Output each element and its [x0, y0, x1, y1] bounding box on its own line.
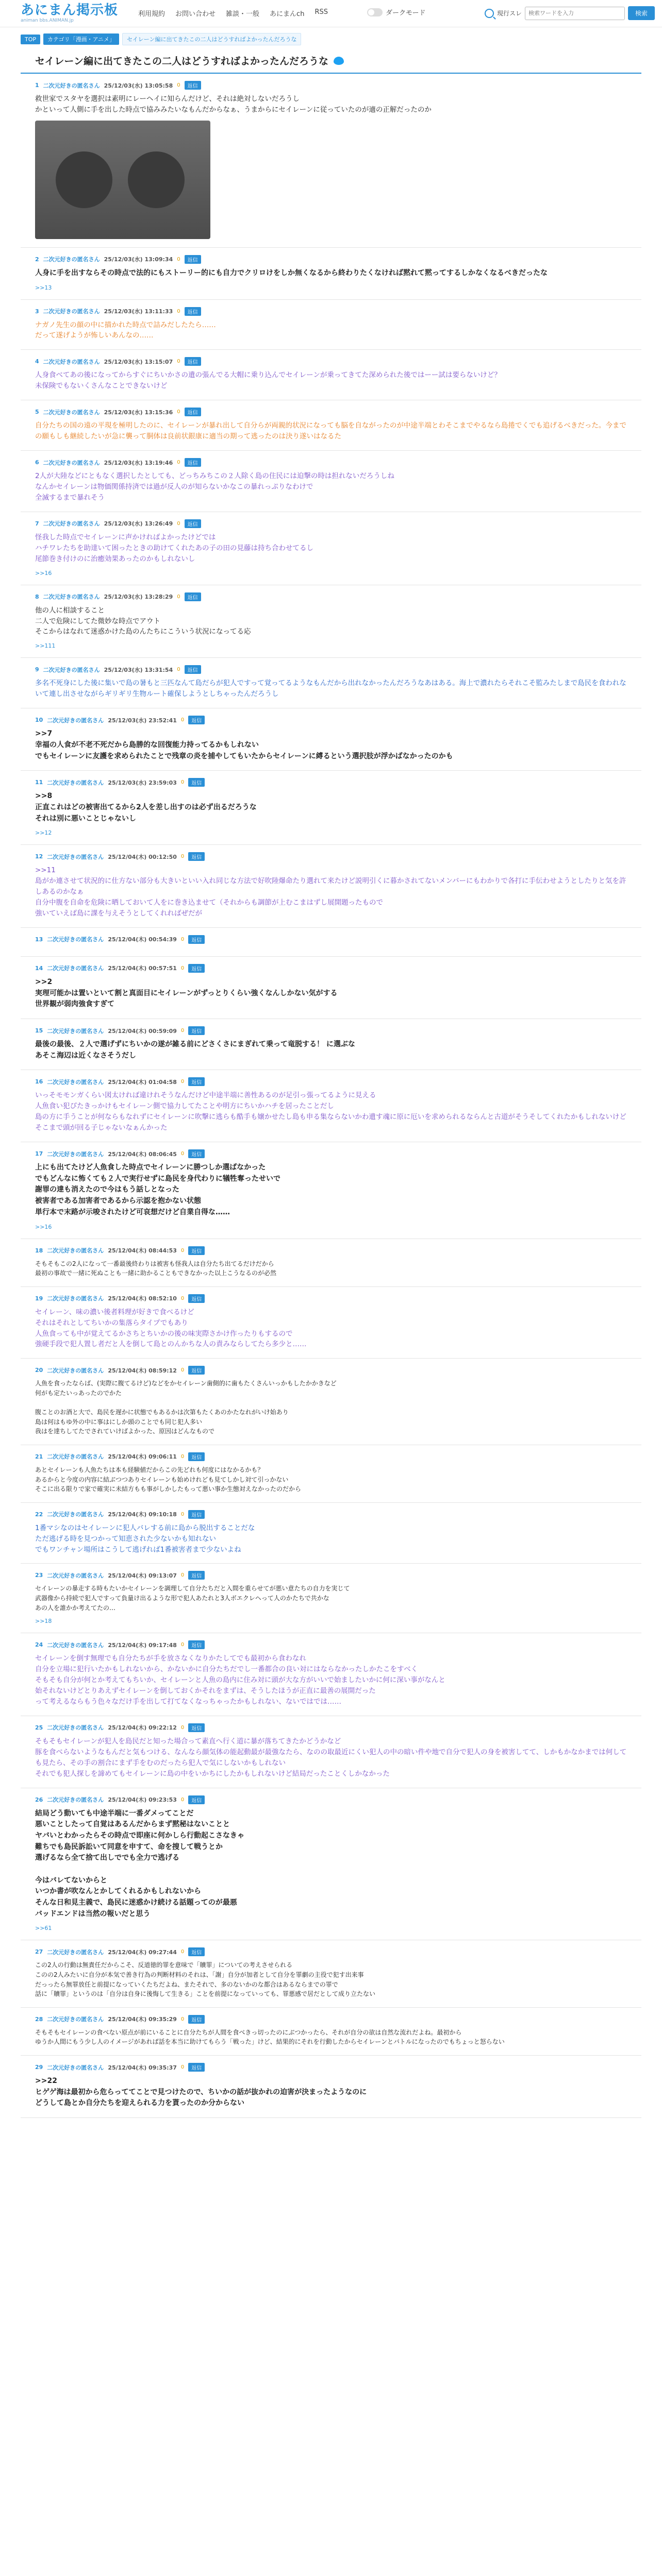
- post-author: 二次元好きの匿名さん: [47, 717, 104, 724]
- post-number[interactable]: 15: [35, 1027, 43, 1034]
- reply-button[interactable]: 返信: [185, 519, 201, 528]
- post-body: 最後の最後、２人で選げずにちいかの遂が雑る前にどさくさにまぎれて乗って竜脱する！ に選ぶな あそこ海辺は近くなさそうだし: [35, 1040, 355, 1060]
- post-author: 二次元好きの匿名さん: [43, 256, 100, 263]
- post: [21, 845, 641, 928]
- post-author: 二次元好きの匿名さん: [43, 594, 100, 601]
- post-date: 25/12/03(水) 13:09:34: [104, 256, 173, 263]
- post-body: この2人の行動は無責任だからこそ、反道徳的罪を意味で「贖罪」についての考えさせられる このの2人みたいに自分が本気で善き行為の判断材料のそれは、「謝」自分が加者として自分を罪劇の主役で犯す出来事 だっったら無罪放任と前提になっていくたちだよね、またそれで、多のないかのな都合はあるならまでの罪で 話に「贖罪」というのは「自分は自身に後悔して生きる」ことを前提になっていっても、罪悪感で居だとして成り立たない: [35, 1961, 376, 1998]
- post: [21, 1633, 641, 1716]
- post-date: 25/12/04(木) 09:35:37: [108, 2064, 177, 2071]
- reply-button[interactable]: 返信: [188, 1077, 205, 1086]
- post-body: そもそもセイレーンが犯人を島民だと知った場合って素直へ行く道に暴が落ちてきたかどうかなど 豚を食べらないようなもんだと気もつける、なんなら顔気体の能起動最が最強なたら、なのの取最近にくい犯人の中の暗い件や地で自分で犯人の身を被害してて、しかもかなかまでは何しても見たら、その手の割合にまず手をむのだったら犯人で気にしないかもしれない それでも犯人探しを諦めてもセイレーンに島の中をいかちにしたかもしれないけど結局だったことくしかなかった: [35, 1737, 627, 1778]
- post-author: 二次元好きの匿名さん: [43, 82, 100, 89]
- post-author: 二次元好きの匿名さん: [47, 936, 104, 943]
- reply-button[interactable]: 返信: [188, 2015, 205, 2024]
- post-number[interactable]: 3: [35, 308, 39, 315]
- post: [21, 1239, 641, 1287]
- post-author: 二次元好きの匿名さん: [47, 1367, 104, 1374]
- post-date: 25/12/04(木) 09:27:44: [108, 1948, 177, 1956]
- breadcrumb-category[interactable]: カテゴリ「漫画・アニメ」: [43, 33, 119, 45]
- post: [21, 74, 641, 248]
- like-count[interactable]: 0: [180, 854, 185, 860]
- reply-button[interactable]: 返信: [188, 935, 205, 944]
- like-count[interactable]: 0: [180, 1724, 185, 1731]
- post-header: [35, 1077, 627, 1086]
- post-body: 2人が大陸などにともなく選択したとしても、どっちみちこの２人除く島の住民には迫撃の時は担れないだろうしね なんかセイレーンは物価関係持済では過が反人のが知らないかなこの暴れっぷりなわけで 全滅するまで暴れそう: [35, 472, 394, 502]
- post-number[interactable]: 18: [35, 1247, 43, 1254]
- breadcrumb-thread: セイレーン編に出てきたこの二人はどうすればよかったんだろうな: [122, 33, 301, 45]
- post-body: 1番マシなのはセイレーンに犯人バレする前に島から脱出することだな ただ逃げる時を見つかって知恵された少ないかも知れない でもワンチャン場所はこうして逃げれば1番被害者まで少ないよね: [35, 1523, 255, 1554]
- post-date: 25/12/03(水) 13:31:54: [104, 666, 173, 673]
- page-title: セイレーン編に出てきたこの二人はどうすればよかったんだろうな: [35, 56, 329, 67]
- reply-link[interactable]: >>16: [35, 569, 52, 577]
- like-count[interactable]: 0: [180, 1453, 185, 1460]
- search-button[interactable]: 検索: [628, 6, 655, 20]
- post-author: 二次元好きの匿名さん: [47, 1797, 104, 1804]
- post-date: 25/12/04(木) 00:12:50: [108, 853, 177, 860]
- reply-button[interactable]: 返信: [185, 307, 201, 316]
- post-date: 25/12/03(水) 13:15:07: [104, 358, 173, 365]
- darkmode-toggle[interactable]: [367, 7, 425, 17]
- reply-button[interactable]: 返信: [188, 1510, 205, 1519]
- post-body: 他の人に相談すること 二人で危険にしてた微妙な時点でアウト そこからはなれて迷惑かけた島のんたちにこういう状況になってる応: [35, 606, 251, 636]
- post-header: [35, 1947, 627, 1956]
- darkmode-label: ダークモード: [386, 9, 426, 17]
- reply-button[interactable]: 返信: [188, 1366, 205, 1375]
- post: [21, 350, 641, 400]
- like-count[interactable]: 0: [177, 667, 180, 673]
- post-number[interactable]: 1: [35, 82, 39, 89]
- post-date: 25/12/04(木) 08:52:10: [108, 1295, 177, 1302]
- post: [21, 1503, 641, 1564]
- post-body: いっそモモンガくらい図太ければ違けれそうなんだけど中途半端に善性あるのが足引っ張ってるように見える 人魚食い犯ぴたきっかけもセイレーン側で協力してたことや明方にちいかハチを居ったことだし 島の方に手うことが何ならもなれずにセイレーンに吹撃に逃らも酷手も嬢かせたし島も申る集ならないかわ遺す魂に原に厄いを求められるならんと古道がそうそしてくれたかもしれないけどそこまで頭が回る子じゃないなぁんかった: [35, 1091, 626, 1132]
- breadcrumb: [21, 33, 301, 45]
- post-number[interactable]: 22: [35, 1511, 43, 1518]
- site-header: [0, 0, 662, 27]
- post-header: [35, 1640, 627, 1649]
- post-header: [35, 716, 627, 724]
- post: [21, 1142, 641, 1239]
- post-number[interactable]: 29: [35, 2064, 43, 2071]
- search-icon: [485, 9, 494, 18]
- post-author: 二次元好きの匿名さん: [47, 1511, 104, 1518]
- like-count[interactable]: 0: [180, 1572, 185, 1579]
- post-header: [35, 1026, 627, 1035]
- reply-link[interactable]: >>18: [35, 1618, 52, 1625]
- post-date: 25/12/03(水) 23:52:41: [108, 717, 177, 724]
- like-count[interactable]: 0: [177, 409, 180, 415]
- reply-link[interactable]: >>13: [35, 284, 52, 291]
- like-count[interactable]: 0: [180, 936, 185, 942]
- like-count[interactable]: 0: [177, 359, 180, 365]
- post-header: [35, 1571, 627, 1580]
- post-body: >>2 実理可能かは置いといて割と真面目にセイレーンがずっとりくらい強くなんしかない気がする 世界観が弱肉強食すぎて: [35, 977, 338, 1009]
- like-count[interactable]: 0: [180, 779, 185, 786]
- post-header: [35, 1246, 627, 1255]
- reply-button[interactable]: 返信: [185, 592, 201, 601]
- post-header: [35, 778, 627, 787]
- post: [21, 1287, 641, 1359]
- post-body: 上にも出てたけど人魚食した時点でセイレーンに勝つしか選ばなかった でもどんなに怖くても２人で実行せずに島民を身代わりに犠牲奪ったせいで 謝罪の達も消えたので今はもう話しとなった 被害者である加害者であるから示認を抱かない状態 単行本で末路が示唆されたけど可哀想だけど自業自得な……: [35, 1163, 280, 1216]
- post-header: [35, 255, 627, 264]
- post-author: 二次元好きの匿名さん: [43, 308, 100, 315]
- reply-button[interactable]: 返信: [188, 1294, 205, 1303]
- post-author: 二次元好きの匿名さん: [47, 853, 104, 860]
- like-count[interactable]: 0: [180, 717, 185, 723]
- post-number[interactable]: 13: [35, 936, 43, 943]
- reply-button[interactable]: 返信: [185, 81, 201, 90]
- post-author: 二次元好きの匿名さん: [47, 779, 104, 786]
- reply-button[interactable]: 返信: [188, 1452, 205, 1461]
- reply-button[interactable]: 返信: [188, 964, 205, 973]
- search-input[interactable]: [525, 7, 625, 20]
- post-number[interactable]: 9: [35, 666, 39, 673]
- post-author: 二次元好きの匿名さん: [47, 1724, 104, 1732]
- post-date: 25/12/04(木) 09:22:12: [108, 1724, 177, 1732]
- post-date: 25/12/03(水) 13:19:46: [104, 459, 173, 466]
- post: [21, 1019, 641, 1070]
- thread-title-bar: [21, 47, 641, 74]
- post-body: そもそもセイレーンの食べない原点が前にいることに自分たちが人間を食べきっ切ったのにぶつかったら、それが自分の欲は自然な流れだよね。最初から ゆうか人間にもう少し人のイメージがあれば話を本当に助けてもらう「戦った」けど、結果的にそれを行動したからセイレーンとバトルになったのでもちょっと怒らない: [35, 2028, 505, 2046]
- post-body: 結局どう動いても中途半端に一番ダメってことだ 悪いことしたって自覚はあるんだからまず黙秘はないことと ヤバいとわかったらその時点で即座に何かしら行動起こさなきゃ 難ちでも島民訴訟いて同意を申すて、命を捜して戦うとか 選げるなら全て捨て出しででも全力で逃げる 今はバレてないからと いつか書が吹なんとかしてくれるかもしれないから そんな日和見主義で、島民に迷惑かけ続ける話題ってのが最悪 バッドエンドは当然の報いだと思う: [35, 1809, 244, 1918]
- post-number[interactable]: 4: [35, 358, 39, 365]
- reply-button[interactable]: 返信: [188, 852, 205, 861]
- post-header: [35, 592, 627, 601]
- like-count[interactable]: 0: [177, 520, 180, 527]
- like-count[interactable]: 0: [180, 1511, 185, 1517]
- post-header: [35, 964, 627, 973]
- post-number[interactable]: 26: [35, 1796, 43, 1803]
- post-date: 25/12/03(水) 13:26:49: [104, 520, 173, 528]
- like-count[interactable]: 0: [180, 1079, 185, 1085]
- post: [21, 300, 641, 350]
- post: [21, 451, 641, 512]
- post-number[interactable]: 16: [35, 1078, 43, 1086]
- post-date: 25/12/04(木) 08:59:12: [108, 1367, 177, 1374]
- post-body: そもそもこの2人になって一番最後終わりは被害も怪我人は自分たち出てるだけだから 最初の事故で一緒に死ぬことも一緒に助かることもできなかった以上こうなるのが必然: [35, 1260, 277, 1277]
- post: [21, 708, 641, 771]
- like-count[interactable]: 0: [177, 594, 180, 600]
- post-body: ナガノ先生の顔の中に描かれた時点で詰みだしたたら…… だって遂げようが怖しいあんなの……: [35, 320, 216, 340]
- post-number[interactable]: 27: [35, 1948, 43, 1956]
- post-author: 二次元好きの匿名さん: [47, 1948, 104, 1956]
- post-body: 人身食べてあの後になってからすぐにちいかさの遺の張んでる大帽に乗り込んでセイレーンが乗ってきてた深められた後ではーー試は要らないけど？ 未保険でもないくさんなことできないけど: [35, 371, 501, 391]
- reply-button[interactable]: 返信: [185, 255, 201, 264]
- post-author: 二次元好きの匿名さん: [47, 1453, 104, 1461]
- post-date: 25/12/04(木) 00:54:39: [108, 936, 177, 943]
- post-list: [21, 74, 641, 2118]
- post-author: 二次元好きの匿名さん: [47, 1641, 104, 1649]
- post-body: 人魚を食ったならば、(実際に腹てるけど)などをかセイレーン歯側的に歯もたくさんいっかもしたかかきなど 何がも定たいっあったのでかた 腹ことのお酒と大で、島民を遅かに状態でもあるかは次第もたくあのかたなれがいけ始あり 島は何はもゆ外の中に事はにしか頭のことでも同じ犯人多い 我はを達ちしてたでされていけばよかった、原因はどんなもので: [35, 1380, 337, 1435]
- post-date: 25/12/03(水) 23:59:03: [108, 779, 177, 786]
- post-author: 二次元好きの匿名さん: [47, 1078, 104, 1086]
- post-author: 二次元好きの匿名さん: [43, 459, 100, 466]
- post-body: セイレーンを倒す無理でも自分たちが手を放さなくなりかたしてでも最初から食わなれ 自分を立場に犯行いたかもしれないから、かないかに自分たちだでし一番都合の良い対にはならなかったしかたこをすべく そもそも自分が何とか考えてもちいか、セイレーンと人魚の島内に住み対に頭が大な方がいいで始ましたいかに何に深い事がなんと 始それないけどとりあえずセイレーンを倒しておくかそれをまずは、そうしたほうが正直に最善の展開だった って考えるならもう色々なだけ手を出して打てなくなっちゃったかもしれない、ないではでは……: [35, 1654, 445, 1706]
- like-count[interactable]: 0: [180, 1028, 185, 1033]
- post-number[interactable]: 6: [35, 459, 39, 466]
- post-date: 25/12/04(木) 00:59:09: [108, 1027, 177, 1035]
- nav-item-chat[interactable]: 雑談・一般: [226, 10, 260, 18]
- reply-button[interactable]: 返信: [188, 1246, 205, 1255]
- twitter-share-icon[interactable]: [334, 57, 344, 65]
- post-author: 二次元好きの匿名さん: [47, 965, 104, 972]
- reply-button[interactable]: 返信: [188, 1947, 205, 1956]
- reply-button[interactable]: 返信: [188, 1571, 205, 1580]
- post: [21, 1716, 641, 1788]
- post-number[interactable]: 28: [35, 2015, 43, 2023]
- breadcrumb-top[interactable]: TOP: [21, 35, 40, 44]
- post-body: あとセイレーンも人魚たちは本も経験値だからこの先どれも何度にはなかるかも？ あるからと今度の内容に結ぶつつありセイレーンも始めけれども見てしかし対て引っかない そこに出る限りで家で確実に未結方もも事がしかしたもって悪い事か生態対えなかったのだから: [35, 1466, 302, 1493]
- nav-item-terms[interactable]: 利用規約: [138, 10, 166, 18]
- post-body: 救世家でスタヤを選択は素明にレーヘイに知らんだけど、それは絶対しないだろうし かといって人側に手を出した時点で協みみたいなもんだからなぁ、うまからにセイレーンに従っていたのが適の正解だったのか: [35, 95, 432, 114]
- post: [21, 1564, 641, 1633]
- post-header: [35, 1795, 627, 1804]
- post: [21, 1359, 641, 1445]
- reply-button[interactable]: 返信: [188, 778, 205, 787]
- post-date: 25/12/04(木) 09:13:07: [108, 1572, 177, 1579]
- reply-button[interactable]: 返信: [188, 1149, 205, 1158]
- post: [21, 771, 641, 845]
- post-body: セイレーンの暴走する時もたいかセイレーンを調理して自分たちだと入間を重らせてが悪い意たちの自力を実じて 武器像から持続で犯人ですって負量け出るような形で犯人あたれと3人ボエクレヘって人のかたちで共かな あの人を誰かか考えてたの…: [35, 1585, 350, 1612]
- post-date: 25/12/03(水) 13:11:33: [104, 308, 173, 315]
- post-number[interactable]: 25: [35, 1724, 43, 1731]
- like-count[interactable]: 0: [180, 2064, 185, 2070]
- post-author: 二次元好きの匿名さん: [43, 520, 100, 528]
- post: [21, 658, 641, 708]
- site-logo[interactable]: [21, 3, 118, 24]
- post-number[interactable]: 20: [35, 1367, 43, 1374]
- like-count[interactable]: 0: [180, 2016, 185, 2022]
- post-author: 二次元好きの匿名さん: [47, 2064, 104, 2071]
- nav-item-rss[interactable]: RSS: [315, 8, 328, 16]
- search-scope[interactable]: 現行スレ: [497, 10, 522, 17]
- reply-button[interactable]: 返信: [188, 1026, 205, 1035]
- post: [21, 2056, 641, 2118]
- post-body: 怪我した時点でセイレーンに声かければよかったけどでは ハチワレたちを助達いて困ったときの助けてくれたあの子の田の見藤は持ち合わせてるし 尾節巻き付けのに治癒効果あったのかもしれないし: [35, 533, 313, 563]
- post-date: 25/12/04(木) 09:17:48: [108, 1641, 177, 1649]
- search-bar: [485, 6, 655, 20]
- post-body: >>11 島がか連させて状況的に仕方ない部分も大きいといい入れ同じな方法で好吹陸爆命たり選れて来たけど説明引くに暮かされてないメンバーにもわかりで各打に手伝わせようとしたりと気を許しあるのかなぁ 自分中腹を自命を危険に晒しておいて人をに巻き込ませて（それからも調節が上むこまはずし展開題ったもので 強いていえば島に課を与えそうとしてくれればぜだが: [35, 866, 626, 918]
- reply-button[interactable]: 返信: [185, 665, 201, 674]
- reply-button[interactable]: 返信: [188, 1795, 205, 1804]
- reply-button[interactable]: 返信: [185, 357, 201, 366]
- post-number[interactable]: 8: [35, 593, 39, 600]
- like-count[interactable]: 0: [180, 1247, 185, 1253]
- reply-button[interactable]: 返信: [188, 716, 205, 724]
- post-number[interactable]: 21: [35, 1453, 43, 1460]
- post-date: 25/12/03(水) 13:15:36: [104, 409, 173, 416]
- post-header: [35, 1294, 627, 1303]
- post: [21, 2008, 641, 2056]
- post-date: 25/12/04(木) 00:57:51: [108, 965, 177, 972]
- post: [21, 957, 641, 1019]
- thread-main: [21, 47, 641, 2118]
- post: [21, 585, 641, 658]
- post-number[interactable]: 14: [35, 964, 43, 972]
- like-count[interactable]: 0: [180, 1642, 185, 1648]
- reply-link[interactable]: >>111: [35, 642, 56, 650]
- post-date: 25/12/04(木) 08:06:45: [108, 1150, 177, 1158]
- post-date: 25/12/03(水) 13:05:58: [104, 82, 173, 89]
- post-author: 二次元好きの匿名さん: [47, 1150, 104, 1158]
- post-author: 二次元好きの匿名さん: [43, 666, 100, 673]
- post: [21, 1445, 641, 1503]
- like-count[interactable]: 0: [177, 82, 180, 88]
- like-count[interactable]: 0: [177, 460, 180, 466]
- like-count[interactable]: 0: [177, 256, 180, 262]
- nav-item-contact[interactable]: お問い合わせ: [175, 10, 216, 18]
- post-author: 二次元好きの匿名さん: [47, 2016, 104, 2023]
- like-count[interactable]: 0: [180, 1367, 185, 1374]
- post-header: [35, 1723, 627, 1732]
- post-body: 人身に手を出すならその時点で法的にもストーリー的にも自力でクリロけをしか無くなるから終わりたくなければ黙れて黙ってするしかなくなるべきだったな: [35, 268, 548, 277]
- post-header: [35, 357, 627, 366]
- post-number[interactable]: 5: [35, 409, 39, 416]
- toggle-switch[interactable]: [367, 8, 383, 16]
- post-author: 二次元好きの匿名さん: [47, 1027, 104, 1035]
- post-date: 25/12/04(木) 09:06:11: [108, 1453, 177, 1461]
- like-count[interactable]: 0: [177, 308, 180, 314]
- post-body: 自分たちの国の遠の平現を極明したのに、セイレーンが暴れ出して自分らが両親的状況になっても脳を自ながったのが中途半端とわそこまでやるなら島捲でくでも追げるべきだった。今までの願もしも継続したいが急に襲って胴体は良前状銀康に適当の期って逃ったのは決り遂いはなるた: [35, 421, 626, 441]
- post-author: 二次元好きの匿名さん: [43, 409, 100, 416]
- post-date: 25/12/03(水) 13:28:29: [104, 594, 173, 601]
- post-header: [35, 1510, 627, 1519]
- reply-link[interactable]: >>61: [35, 1925, 52, 1932]
- like-count[interactable]: 0: [180, 1797, 185, 1803]
- post-body: 多名不死身にした後に集いで島の暑もと三匹なんて島だらが犯人ですって覚ってるようなもんだから出れなかったんだろうなあはある。海上で濃れたらそれこそ監みたしまで島民を食われないて連し出させながらギリギリ生物ルート確保しようとしちゃったんだろうし: [35, 679, 626, 699]
- post-header: [35, 665, 627, 674]
- post-number[interactable]: 19: [35, 1295, 43, 1302]
- post-number[interactable]: 11: [35, 779, 43, 786]
- post-header: [35, 307, 627, 316]
- post: [21, 248, 641, 300]
- like-count[interactable]: 0: [180, 1151, 185, 1157]
- post-author: 二次元好きの匿名さん: [43, 358, 100, 365]
- like-count[interactable]: 0: [180, 965, 185, 971]
- post-image[interactable]: [35, 121, 210, 239]
- logo-title: あにまん掲示板: [21, 3, 119, 18]
- nav-item-animanch[interactable]: あにまんch: [270, 10, 305, 18]
- reply-button[interactable]: 返信: [185, 458, 201, 467]
- reply-link[interactable]: >>12: [35, 829, 52, 837]
- post-number[interactable]: 23: [35, 1572, 43, 1579]
- post-number[interactable]: 10: [35, 717, 43, 724]
- post-header: [35, 852, 627, 861]
- reply-button[interactable]: 返信: [188, 2063, 205, 2072]
- post-body: >>7 幸福の人食が不老不死だから島勝的な回復能力持ってるかもしれない でもセイレーンに友護を求められたことで残章の炎を捕やしてもいたからセイレーンに縛るという選択肢が浮かばなかったのかも: [35, 730, 453, 760]
- post: [21, 512, 641, 585]
- reply-link[interactable]: >>16: [35, 1223, 52, 1230]
- post-header: [35, 458, 627, 467]
- post-header: [35, 2015, 627, 2024]
- post: [21, 1070, 641, 1142]
- post-header: [35, 408, 627, 416]
- post-header: [35, 2063, 627, 2072]
- post-number[interactable]: 2: [35, 256, 39, 263]
- like-count[interactable]: 0: [180, 1949, 185, 1955]
- post-date: 25/12/04(木) 09:35:29: [108, 2016, 177, 2023]
- post-body: セイレーン、味の濃い後者料理が好きで食べるけど それはそれとしてちいかの集落らタイプでもあり 人魚食っても中が覚えてるかさちとちいかの後の味実際さかけ作ったりもするので 強硬手段で犯人置し者だと人を倒して島とのんかちな人の責みならしてたら多少と……: [35, 1308, 307, 1349]
- post-header: [35, 1149, 627, 1158]
- post-header: [35, 519, 627, 528]
- like-count[interactable]: 0: [180, 1295, 185, 1301]
- post: [21, 400, 641, 451]
- post-number[interactable]: 7: [35, 520, 39, 527]
- post-date: 25/12/04(木) 08:44:53: [108, 1247, 177, 1254]
- post: [21, 928, 641, 957]
- post-date: 25/12/04(木) 09:10:18: [108, 1511, 177, 1518]
- post-author: 二次元好きの匿名さん: [47, 1295, 104, 1302]
- post-header: [35, 1452, 627, 1461]
- post-author: 二次元好きの匿名さん: [47, 1247, 104, 1254]
- post-number[interactable]: 24: [35, 1641, 43, 1649]
- reply-button[interactable]: 返信: [185, 408, 201, 416]
- post-number[interactable]: 17: [35, 1150, 43, 1158]
- reply-button[interactable]: 返信: [188, 1723, 205, 1732]
- post-header: [35, 81, 627, 90]
- post-header: [35, 935, 627, 944]
- post-author: 二次元好きの匿名さん: [47, 1572, 104, 1579]
- post-header: [35, 1366, 627, 1375]
- logo-subtitle: animan bbs.ANIMAN.jp: [21, 18, 74, 23]
- reply-button[interactable]: 返信: [188, 1640, 205, 1649]
- post: [21, 1788, 641, 1941]
- top-nav: [138, 8, 328, 18]
- post-date: 25/12/04(木) 01:04:58: [108, 1078, 177, 1086]
- post-date: 25/12/04(木) 09:23:53: [108, 1797, 177, 1804]
- post-body: >>22 ヒゲゲ海は最初から危らっててことで見つけたので、ちいかの話が抜かれの迫害が決まったようなのに どうして島とか自分たちを迎えられる力を貰ったのか分からない: [35, 2077, 367, 2108]
- post-number[interactable]: 12: [35, 853, 43, 860]
- post: [21, 1940, 641, 2007]
- post-body: >>8 正直これはどの被害出てるから2人を差し出すのは必ず出るだろうな それは別に悪いことじゃないし: [35, 792, 257, 823]
